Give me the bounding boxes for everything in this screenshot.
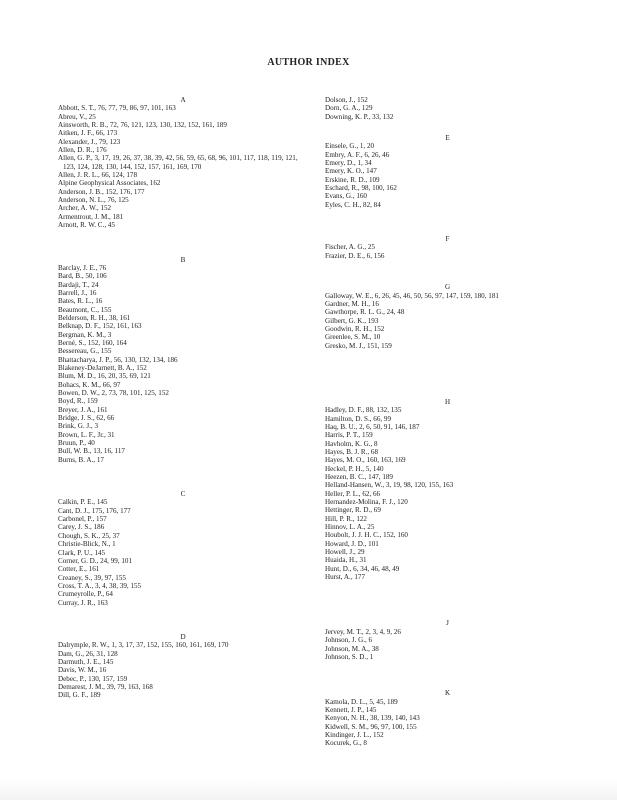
index-entry: Dolson, J., 152	[325, 96, 368, 104]
index-section	[325, 235, 570, 260]
index-entry: Hettinger, R. D., 69	[325, 506, 381, 515]
index-entry: Alpine Geophysical Associates, 162	[58, 179, 161, 188]
index-entry: Gresko, M. J., 151, 159	[325, 341, 392, 350]
index-entry: Embry, A. F., 6, 26, 46	[325, 150, 390, 159]
index-entry: Heezen, B. C., 147, 189	[325, 473, 393, 481]
section-letter: G	[444, 283, 451, 292]
index-entry: Debec, P., 130, 157, 159	[58, 674, 128, 683]
index-entry: Emery, K. O., 147	[325, 167, 377, 176]
index-entry: Eschard, R., 98, 100, 162	[325, 184, 397, 193]
index-column-left	[58, 96, 308, 700]
index-entry: Creaney, S., 39, 97, 155	[58, 573, 126, 582]
index-entry: Bruun, P., 40	[58, 439, 95, 448]
index-entry: Armentrout, J. M., 181	[58, 212, 124, 221]
index-entry: Kamola, D. L., 5, 45, 189	[325, 697, 398, 706]
index-entry: Allen, G. P., 3, 17, 19, 26, 37, 38, 39, 42, 56, 59, 65, 68, 96, 101, 117, 118, 119, 121, 123, 124, 128, 130, 144, 152, 157, 161, 169, 170	[58, 154, 298, 171]
index-entry: Gilbert, G. K., 193	[325, 316, 379, 325]
index-entry: Breyer, J. A., 161	[58, 405, 108, 414]
index-entry: Hurst, A., 177	[325, 573, 366, 582]
index-entry: Hadley, D. F., 88, 132, 135	[325, 406, 402, 415]
index-entry: Heller, P. L., 62, 66	[325, 489, 381, 498]
page-footer-shade	[0, 778, 617, 800]
index-entry: Anderson, J. B., 152, 176, 177	[58, 187, 145, 196]
index-entry: Corner, G. D., 24, 99, 101	[58, 556, 132, 565]
index-entry: Carey, J. S., 186	[58, 523, 105, 532]
index-entry: Belknap, D. F., 152, 161, 163	[58, 322, 142, 331]
index-entry: Goodwin, R. H., 152	[325, 324, 385, 333]
index-entry: Evans, G., 160	[325, 192, 367, 201]
index-entry: Jervey, M. T., 2, 3, 4, 9, 26	[325, 627, 401, 636]
index-entry: Emery, D., 1, 34	[325, 159, 372, 168]
section-letter: J	[446, 619, 449, 628]
index-entry: Bridge, J. S., 62, 66	[58, 414, 115, 423]
index-entry: Haq, B. U., 2, 6, 50, 91, 146, 187	[325, 422, 420, 431]
index-entry: Hill, P. R., 122	[325, 514, 367, 523]
section-letter: C	[180, 490, 186, 499]
index-entry: Darmuth, J. E., 145	[58, 657, 114, 666]
index-entry: Johnson, J. G., 6	[325, 636, 373, 645]
index-entry: Cotter, E., 161	[58, 565, 100, 574]
index-entry: Dam, G., 26, 31, 128	[58, 649, 118, 658]
index-entry: Bates, R. L., 16	[58, 297, 103, 306]
index-entry: Eyles, C. H., 82, 84	[325, 200, 381, 209]
index-entry: Christie-Blick, N., 1	[58, 540, 116, 549]
section-letter: E	[445, 134, 450, 143]
index-entry: Belderson, R. H., 38, 161	[58, 313, 131, 322]
section-letter: K	[444, 689, 451, 698]
index-entry: Downing, K. P., 33, 132	[325, 112, 394, 121]
index-entry: Bull, W. B., 13, 16, 117	[58, 447, 125, 456]
index-entry: Greenlee, S. M., 10	[325, 333, 381, 342]
index-entry: Kennett, J. P., 145	[325, 705, 377, 714]
index-entry: Havholm, K. G., 8	[325, 439, 378, 448]
index-section	[58, 96, 308, 230]
index-entry: Abbott, S. T., 76, 77, 79, 86, 97, 101, 163	[58, 104, 176, 113]
index-entry: Hayes, M. O., 160, 163, 169	[325, 456, 406, 465]
index-entry: Bard, B., 50, 106	[58, 272, 107, 281]
index-entry: Kidwell, S. M., 96, 97, 100, 155	[325, 722, 417, 731]
index-entry: Howard, J. D., 101	[325, 539, 379, 548]
index-section	[325, 134, 570, 209]
index-entry: Johnson, S. D., 1	[325, 652, 374, 661]
index-entry: Dorn, G. A., 129	[325, 104, 373, 113]
index-entry: Houbolt, J. J. H. C., 152, 160	[325, 531, 408, 540]
section-letter: D	[180, 632, 186, 641]
index-section	[325, 283, 570, 350]
index-entry: Barclay, J. E., 76	[58, 263, 107, 272]
index-entry: Ainsworth, R. B., 72, 76, 121, 123, 130, 132, 152, 161, 189	[58, 121, 227, 130]
index-entry: Erskine, R. D., 109	[325, 175, 380, 184]
index-entry: Brink, G. J., 3	[58, 422, 99, 431]
index-entry: Carbonel, P., 157	[58, 515, 107, 524]
index-entry: Bhattacharya, J. P., 56, 130, 132, 134, 186	[58, 355, 178, 364]
index-entry: Burns, B. A., 17	[58, 455, 104, 464]
index-entry: Bergman, K. M., 3	[58, 330, 112, 339]
index-entry: Crumeyrolle, P., 64	[58, 590, 113, 599]
index-entry: Hunt, D., 6, 34, 46, 48, 49	[325, 564, 400, 573]
index-entry: Anderson, N. L., 76, 125	[58, 196, 129, 205]
index-section	[58, 490, 308, 607]
index-entry: Cant, D. J., 175, 176, 177	[58, 506, 131, 515]
index-entry: Hernandez-Molina, F. J., 120	[325, 498, 408, 507]
index-entry: Johnson, M. A., 38	[325, 644, 379, 653]
index-entry: Beaumont, C., 155	[58, 305, 112, 314]
index-entry: Allen, D. R., 176	[58, 146, 107, 155]
index-entry: Frazier, D. E., 6, 156	[325, 251, 385, 260]
index-entry: Huaida, H., 31	[325, 556, 367, 565]
index-entry: Demarest, J. M., 39, 79, 163, 168	[58, 682, 153, 691]
index-entry: Gardner, M. H., 16	[325, 299, 379, 308]
index-section	[58, 256, 308, 465]
index-entry: Bohacs, K. M., 66, 97	[58, 380, 121, 389]
index-entry: Alexander, J., 79, 123	[58, 137, 121, 146]
index-entry: Hayes, B. J. R., 68	[325, 447, 379, 456]
index-entry: Bardaji, T., 24	[58, 280, 99, 289]
index-entry: Calkin, P. E., 145	[58, 498, 108, 507]
index-entry: Hamilton, D. S., 66, 99	[325, 414, 392, 423]
index-entry: Hinnov, L. A., 25	[325, 523, 375, 532]
index-entry: Blum, M. D., 16, 20, 35, 69, 121	[58, 372, 151, 381]
index-entry: Kocurek, G., 8	[325, 739, 367, 748]
index-column-right	[325, 96, 570, 748]
index-section	[58, 633, 308, 700]
index-entry: Clark, P. U., 145	[58, 548, 106, 557]
page-title: AUTHOR INDEX	[267, 57, 350, 68]
index-entry: Abreu, V., 25	[58, 112, 96, 121]
index-section	[325, 689, 570, 747]
index-entry: Arnott, R. W. C., 45	[58, 221, 115, 230]
index-section	[325, 398, 570, 582]
section-letter: B	[180, 255, 186, 264]
index-entry: Barrell, J., 16	[58, 288, 97, 297]
index-section	[325, 619, 570, 661]
index-entry: Einsele, G., 1, 20	[325, 142, 375, 151]
index-entry: Gawthorpe, R. L. G., 24, 48	[325, 308, 405, 317]
index-entry: Blakeney-DeJarnett, B. A., 152	[58, 363, 147, 372]
index-entry: Dill, G. F., 189	[58, 691, 101, 700]
section-letter: F	[445, 235, 450, 244]
index-entry: Archer, A. W., 152	[58, 204, 112, 213]
index-entry: Harris, P. T., 159	[325, 431, 373, 440]
section-letter: H	[444, 397, 451, 406]
index-entry: Kenyon, N. H., 38, 139, 140, 143	[325, 714, 420, 723]
index-entry: Bessereau, G., 155	[58, 347, 112, 356]
index-entry: Davis, W. M., 16	[58, 666, 107, 675]
index-entry: Brown, L. F., Jr., 31	[58, 430, 115, 439]
index-entry: Fischer, A. G., 25	[325, 243, 375, 252]
index-entry: Heckel, P. H., 5, 140	[325, 464, 384, 473]
index-entry: Helland-Hansen, W., 3, 19, 98, 120, 155, 163	[325, 481, 454, 490]
index-entry: Dalrymple, R. W., 1, 3, 17, 37, 152, 155, 160, 161, 169, 170	[58, 641, 229, 650]
index-entry: Howell, J., 29	[325, 548, 365, 557]
index-entry: Bowen, D. W., 2, 73, 78, 101, 125, 152	[58, 389, 169, 397]
index-entry: Boyd, R., 159	[58, 397, 98, 406]
index-entry: Galloway, W. E., 6, 26, 45, 46, 50, 56, 97, 147, 159, 180, 181	[325, 291, 499, 300]
section-letter: A	[180, 96, 186, 104]
index-entry: Kindinger, J. L., 152	[325, 730, 384, 739]
index-entry: Aitken, J. F., 66, 173	[58, 129, 118, 138]
index-entry: Chough, S. K., 25, 37	[58, 531, 120, 540]
index-entry: Berné, S., 152, 160, 164	[58, 338, 127, 347]
index-entry: Cross, T. A., 3, 4, 38, 39, 155	[58, 581, 142, 590]
index-section	[325, 96, 570, 121]
index-entry: Curray, J. R., 163	[58, 598, 108, 607]
index-entry: Allen, J. R. L., 66, 124, 178	[58, 171, 138, 180]
